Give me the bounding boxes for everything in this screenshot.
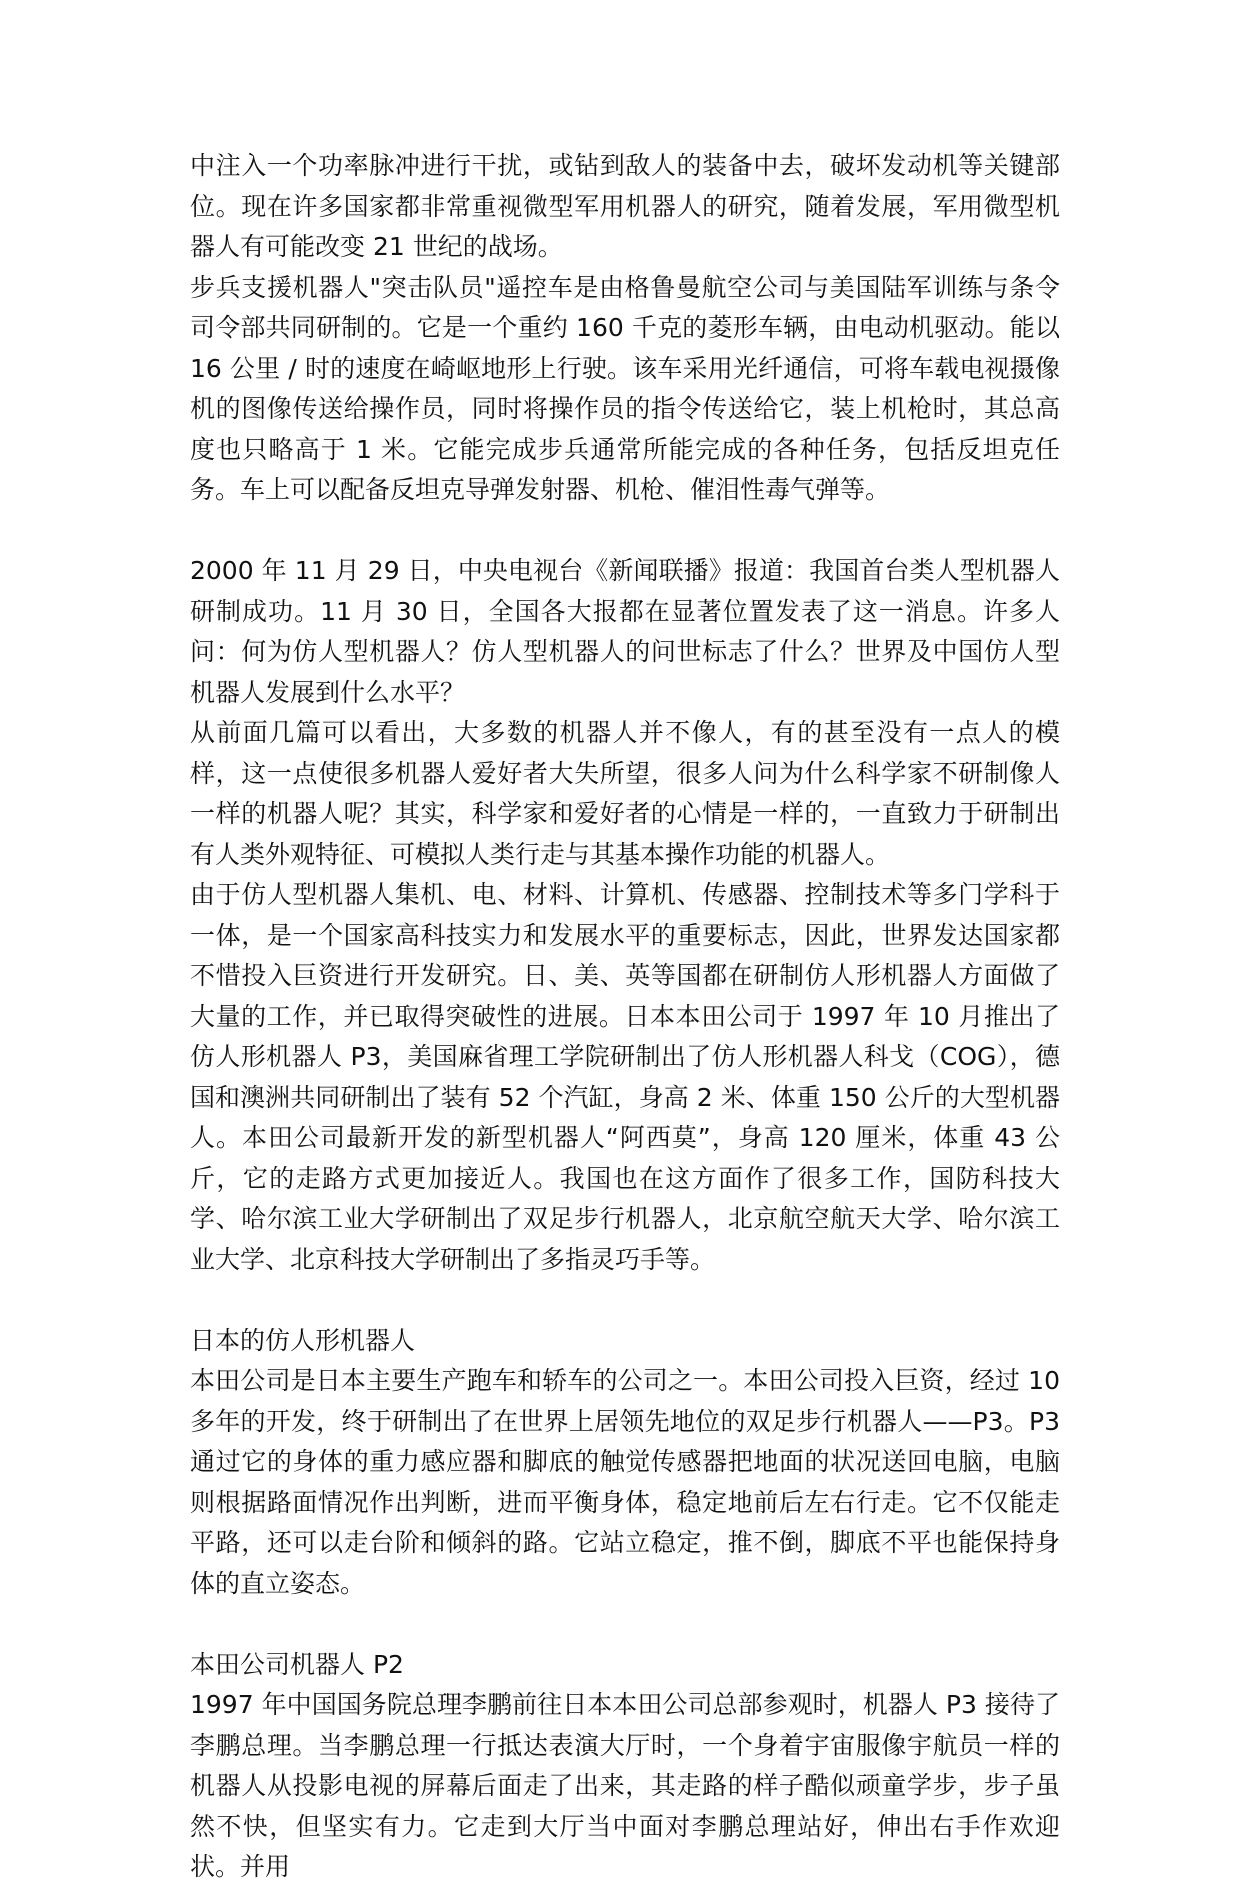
section-heading-japan-humanoid: 日本的仿人形机器人 <box>190 1325 416 1355</box>
paragraph-humanoid-development: 由于仿人型机器人集机、电、材料、计算机、传感器、控制技术等多门学科于一体，是一个国家高科技实力和发展水平的重要标志，因此，世界发达国家都不惜投入巨资进行开发研究。日、美、英等国都在研制仿人形机器人方面做了大量的工作，并已取得突破性的进展。日本本田公司于 1997 年 10 月推出了仿人形机器人 P3，美国麻省理工学院研制出了仿人形机器人科戈（COG），德国和澳洲共同研制出了装有 52 个汽缸，身高 2 米、体重 150 公斤的大型机器人。本田公司最新开发的新型机器人“阿西莫”，身高 120 厘米，体重 43 公斤，它的走路方式更加接近人。我国也在这方面作了很多工作，国防科技大学、哈尔滨工业大学研制出了双足步行机器人，北京航空航天大学、哈尔滨工业大学、北京科技大学研制出了多指灵巧手等。 <box>190 880 1060 1274</box>
paragraph-honda-p3: 本田公司是日本主要生产跑车和轿车的公司之一。本田公司投入巨资，经过 10 多年的开发，终于研制出了在世界上居领先地位的双足步行机器人——P3。P3 通过它的身体的重力感应器和脚底的触觉传感器把地面的状况送回电脑，电脑则根据路面情况作出判断，进而平衡身体，稳定地前后左右行走。它不仅能走平路，还可以走台阶和倾斜的路。它站立稳定，推不倒，脚底不平也能保持身体的直立姿态。 <box>190 1366 1060 1598</box>
paragraph-spacer <box>190 1280 1060 1321</box>
paragraph-spacer <box>190 511 1060 552</box>
paragraph-infantry-support-robot: 步兵支援机器人"突击队员"遥控车是由格鲁曼航空公司与美国陆军训练与条令司令部共同研制的。它是一个重约 160 千克的菱形车辆，由电动机驱动。能以 16 公里 / 时的速度在崎岖地形上行驶。该车采用光纤通信，可将车载电视摄像机的图像传送给操作员，同时将操作员的指令传送给它，装上机枪时，其总高度也只略高于 1 米。它能完成步兵通常所能完成的各种任务，包括反坦克任务。车上可以配备反坦克导弹发射器、机枪、催泪性毒气弹等。 <box>190 272 1060 504</box>
paragraph-spacer <box>190 1604 1060 1645</box>
paragraph-military-micro-robots: 中注入一个功率脉冲进行干扰，或钻到敌人的装备中去，破坏发动机等关键部位。现在许多国家都非常重视微型军用机器人的研究，随着发展，军用微型机器人有可能改变 21 世纪的战场。 <box>190 151 1060 261</box>
paragraph-li-peng-visit: 1997 年中国国务院总理李鹏前往日本本田公司总部参观时，机器人 P3 接待了李鹏总理。当李鹏总理一行抵达表演大厅时，一个身着宇宙服像宇航员一样的机器人从投影电视的屏幕后面走了出来，其走路的样子酷似顽童学步，步子虽然不快，但坚实有力。它走到大厅当中面对李鹏总理站好，伸出右手作欢迎状。并用 <box>190 1690 1060 1881</box>
document-body <box>190 146 1060 1888</box>
section-heading-honda-p2: 本田公司机器人 P2 <box>190 1649 404 1679</box>
paragraph-humanoid-news: 2000 年 11 月 29 日，中央电视台《新闻联播》报道：我国首台类人型机器人研制成功。11 月 30 日，全国各大报都在显著位置发表了这一消息。许多人问：何为仿人型机器人？仿人型机器人的问世标志了什么？世界及中国仿人型机器人发展到什么水平？ <box>190 556 1060 707</box>
paragraph-humanoid-expectation: 从前面几篇可以看出，大多数的机器人并不像人，有的甚至没有一点人的模样，这一点使很多机器人爱好者大失所望，很多人问为什么科学家不研制像人一样的机器人呢？其实，科学家和爱好者的心情是一样的，一直致力于研制出有人类外观特征、可模拟人类行走与其基本操作功能的机器人。 <box>190 718 1060 869</box>
